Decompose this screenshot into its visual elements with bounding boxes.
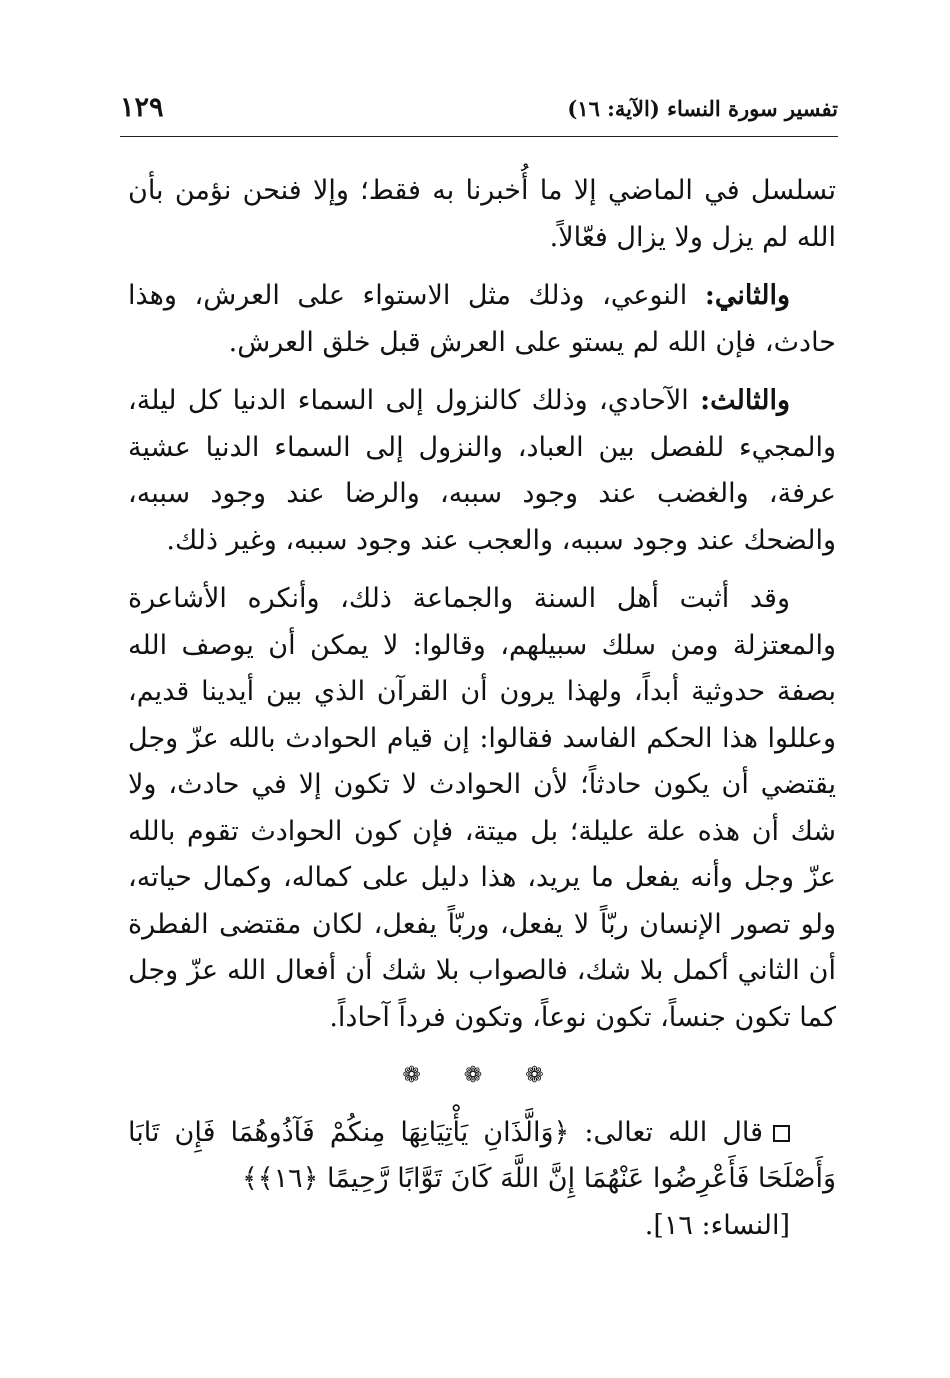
main-text <box>128 168 836 1261</box>
page-header <box>120 92 838 132</box>
quran-verse: ﴿وَالَّذَانِ يَأْتِيَانِهَا مِنكُمْ فَآذُوهُمَا فَإِن تَابَا وَأَصْلَحَا فَأَعْرِضُوا عَنْهُمَا إِنَّ اللَّهَ كَانَ تَوَّابًا رَّحِيمًا ﴿١٦﴾﴾ <box>128 1116 836 1194</box>
verse-paragraph <box>128 1110 836 1250</box>
page-number: ١٢٩ <box>120 92 164 123</box>
paragraph-lead-second: والثاني: <box>704 280 790 311</box>
paragraph-third <box>128 378 836 564</box>
paragraph-body-third: الآحادي، وذلك كالنزول إلى السماء الدنيا كل ليلة، والمجيء للفصل بين العباد، والنزول إلى السماء الدنيا عشية عرفة، والغضب عند وجود سببه، والرضا عند وجود سببه، والضحك عند وجود سببه، والعجب عند وجود سببه، وغير ذلك. <box>128 385 836 556</box>
running-title: تفسير سورة النساء (الآية: ١٦) <box>567 96 838 121</box>
paragraph-body-second: النوعي، وذلك مثل الاستواء على العرش، وهذا حادث، فإن الله لم يستو على العرش قبل خلق العرش. <box>128 280 836 358</box>
verse-intro: قال الله تعالى: <box>569 1116 763 1148</box>
paragraph-second <box>128 273 836 366</box>
square-box-icon <box>773 1125 790 1142</box>
section-separator: ❁ ❁ ❁ <box>402 1063 562 1088</box>
paragraph-fourth: وقد أثبت أهل السنة والجماعة ذلك، وأنكره الأشاعرة والمعتزلة ومن سلك سبيلهم، وقالوا: لا يمكن أن يوصف الله بصفة حدوثية أبداً، ولهذا يرون أن القرآن الذي بين أيدينا قديم، وعللوا هذا الحكم الفاسد فقالوا: إن قيام الحوادث بالله عزّ وجل يقتضي أن يكون حادثاً؛ لأن الحوادث لا تكون إلا في حادث، ولا شك أن هذه علة عليلة؛ بل ميتة، فإن كون الحوادث تقوم بالله عزّ وجل وأنه يفعل ما يريد، هذا دليل على كماله، وكمال حياته، ولو تصور الإنسان ربّاً لا يفعل، وربّاً يفعل، لكان مقتضى الفطرة أن الثاني أكمل بلا شك، فالصواب بلا شك أن أفعال الله عزّ وجل كما تكون جنساً، تكون نوعاً، وتكون فرداً آحاداً. <box>128 583 836 1033</box>
paragraph-lead-third: والثالث: <box>700 385 790 416</box>
paragraph-continuation: تسلسل في الماضي إلا ما أُخبرنا به فقط؛ وإلا فنحن نؤمن بأن الله لم يزل ولا يزال فعّالاً. <box>128 175 836 253</box>
header-divider <box>120 136 838 137</box>
verse-reference: [النساء: ١٦]. <box>644 1209 790 1241</box>
